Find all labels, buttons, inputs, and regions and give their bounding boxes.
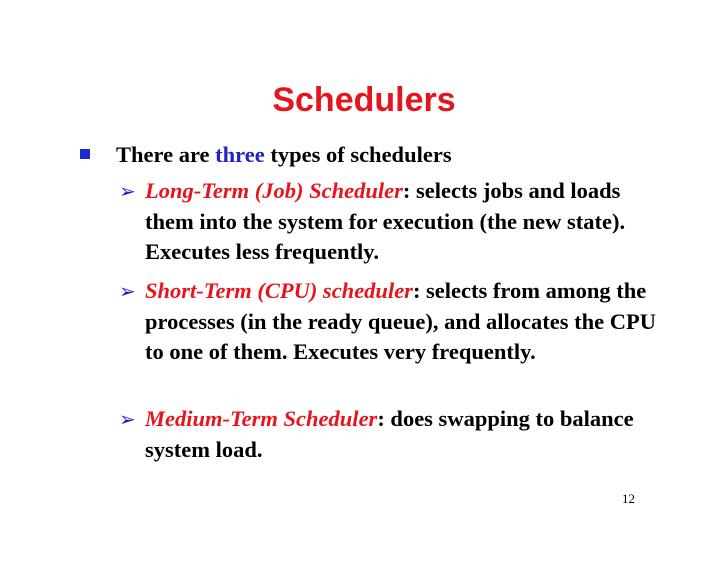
arrow-bullet-icon: ➢ xyxy=(119,179,136,203)
subbullet-description: : does swapping to balance system load. xyxy=(145,406,634,462)
arrow-bullet-icon: ➢ xyxy=(119,279,136,303)
subbullet-body xyxy=(145,404,659,465)
subbullet-description: : selects from among the processes (in the ready queue), and allocates the CPU to one of them. Executes very frequently. xyxy=(145,278,657,364)
slide-title: Schedulers xyxy=(272,81,456,119)
arrow-bullet-icon: ➢ xyxy=(119,407,136,431)
subbullet-term: Medium-Term Scheduler xyxy=(145,406,378,431)
page-number: 12 xyxy=(622,491,635,506)
subbullet-description: : selects jobs and loads them into the system for execution (the new state). Executes less frequently. xyxy=(145,178,626,264)
subbullet-long-term xyxy=(119,176,659,268)
main-bullet-suffix: types of schedulers xyxy=(264,142,452,167)
subbullet-body xyxy=(145,176,659,268)
subbullet-short-term xyxy=(119,276,659,368)
subbullet-term: Long-Term (Job) Scheduler xyxy=(145,178,403,203)
subbullet-body xyxy=(145,276,659,368)
square-bullet-icon xyxy=(80,149,90,159)
main-bullet-prefix: There are xyxy=(116,142,216,167)
main-bullet-text xyxy=(116,140,452,170)
main-bullet-highlight: three xyxy=(215,142,265,167)
subbullet-term: Short-Term (CPU) scheduler xyxy=(145,278,413,303)
subbullet-medium-term xyxy=(119,404,659,465)
